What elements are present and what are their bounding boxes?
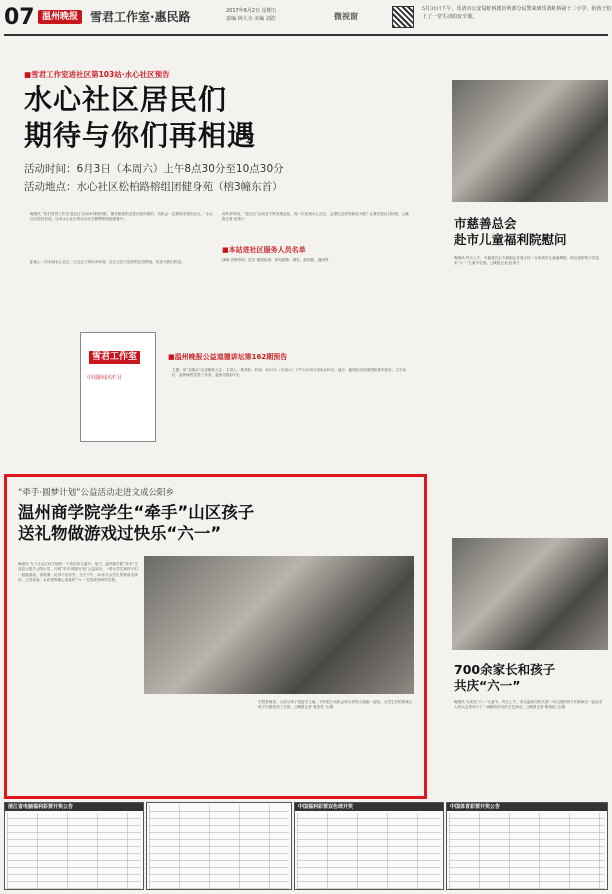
charity-photo: [452, 80, 608, 202]
lottery-ad-1-table: [7, 813, 141, 889]
charity-headline-line1: 市慈善总会: [454, 216, 517, 231]
performance-photo: [452, 538, 608, 650]
event-place: 活动地点：水心社区松柏路榕组团健身苑（榕3幢东首）: [24, 181, 283, 193]
page-number: 07: [4, 5, 35, 30]
students-photo: [144, 556, 414, 694]
section-name: 雪君工作室·惠民路: [90, 10, 191, 24]
highlight-headline: [18, 502, 254, 544]
services-heading: ■本站进社区服务人员名单: [222, 246, 306, 254]
highlight-body-right: 学校老师说，大部分孩子是留守儿童，平时很少有机会和大哥哥大姐姐一起玩，大学生们的到来让孩子们感受到了关爱。□晚报记者 周莹莹 文/摄: [258, 700, 413, 710]
promo-subtitle: 中国新闻名栏目: [87, 375, 123, 381]
lottery-ad-4: [446, 802, 608, 890]
section1-headline-line2: 期待与你们再相遇: [24, 119, 257, 152]
charity-body: 晚报讯 昨天上午，市慈善总会专职副会长周文侍一行来到市儿童福利院，给这里的孩子们送来“六一”儿童节礼物。□晚报记者 赵爽子: [454, 256, 599, 266]
highlight-body-left: 晚报讯 为了让山区孩子拥有一个快乐的儿童节，前天，温州商学院“牵手”文成县公阳乡公阳小学，开展“牵手·圆梦计划”公益活动，一群大学生和孩子们一起做游戏、讲故事，玩得不亦乐乎。当天下午，20多名大学生带着羽毛球拍、文具套装、水彩笔等精心准备的“六一”礼物来到该所学校。: [18, 562, 138, 583]
section1-body-right: 两年多时间，“进社区”活动在不断发展变化，再一次来到水心社区，会擦出怎样的新花火呢？让我们拭目以待吧。□晚报记者 赵爽子: [222, 212, 409, 222]
highlight-kicker: “牵手·圆梦计划”公益活动走进文成公阳乡: [18, 488, 175, 498]
charity-headline: [454, 216, 567, 248]
performance-headline-line2: 共庆“六一”: [454, 678, 521, 693]
section1-headline: [24, 82, 256, 154]
public-lecture-heading: ■温州晚报公益道德讲坛第162期预告: [168, 353, 288, 361]
highlight-headline-line1: 温州商学院学生“牵手”山区孩子: [18, 503, 255, 522]
newspaper-logo: 温州晚报: [38, 10, 82, 24]
section1-tag: ■雪君工作室进社区第103站·水心社区预告: [24, 70, 170, 79]
lottery-ad-1: [4, 802, 144, 890]
header-rule: [4, 34, 608, 36]
editors-line: 责编 林大为 美编 刘浩: [226, 16, 276, 22]
studio-promo-box: [80, 332, 156, 442]
performance-headline-line1: 700余家长和孩子: [454, 662, 556, 677]
highlight-headline-line2: 送礼物做游戏过快乐“六一”: [18, 524, 222, 543]
section1-body-mid: 距离上一次来到水心社区，已过去了两年多时间，社区主任与居民的这份情谊，有变令我们欣喜。: [30, 260, 185, 264]
lottery-ad-4-table: [449, 813, 605, 889]
page-header: [4, 4, 612, 34]
wechat-label: 微视窗: [334, 12, 358, 21]
public-lecture-body: 主题：用“双镜头”记录精彩人生；主讲人：林其松；时间：6月3日（本周六）下午2点30分至4点30分；地点：鹿城区信河街国际青年旅舍；主办单位：温州晚报雪君工作室、温州市福彩中心: [172, 368, 406, 378]
section1-headline-line1: 水心社区居民们: [24, 83, 228, 116]
lottery-ad-1-title: 浙江省电脑福利彩票开奖公告: [5, 803, 143, 811]
lottery-ad-3: [294, 802, 444, 890]
lottery-ad-2: [146, 802, 292, 890]
top-news-brief: 5月31日下午，乐清市公安局虹桥派出所部分民警来到乐清虹桥第十二小学，给孩子们上了一堂生动的安全课。: [422, 6, 612, 20]
issue-date: 2017年6月2日 星期五: [226, 8, 277, 14]
services-list: 律师 法律咨询；医生 健康检查；家电维修；理发；配钥匙；缝纫等: [222, 258, 329, 262]
promo-logo: 雪君工作室: [89, 351, 140, 364]
lottery-ad-4-title: 中国体育彩票开奖公告: [447, 803, 607, 811]
performance-headline: [454, 662, 555, 694]
section1-body-left: 晚报讯 “你们雪君工作室‘进社区’活动举得特别好，服务都是贴近老百姓所需的，有机会一定要再来我们社区。”水心社区居民们说。目前水心社区的活动正在紧锣密鼓地准备中。: [30, 212, 214, 222]
lottery-ad-3-table: [297, 813, 441, 889]
charity-headline-line2: 赴市儿童福利院慰问: [454, 232, 567, 247]
event-time: 活动时间：6月3日（本周六）上午8点30分至10点30分: [24, 163, 284, 175]
lottery-ad-2-table: [149, 805, 289, 889]
performance-body: 晚报讯 为庆祝“六一”儿童节，昨天上午，来自温州市机关第二幼儿园的孩子们和家长一起在市人民大会堂举行了一场精彩纷呈的文艺演出。□晚报记者 陈柏焰 文/摄: [454, 700, 603, 710]
lottery-ad-3-title: 中国福利彩票双色球开奖: [295, 803, 443, 811]
qr-code-icon: [392, 6, 414, 28]
